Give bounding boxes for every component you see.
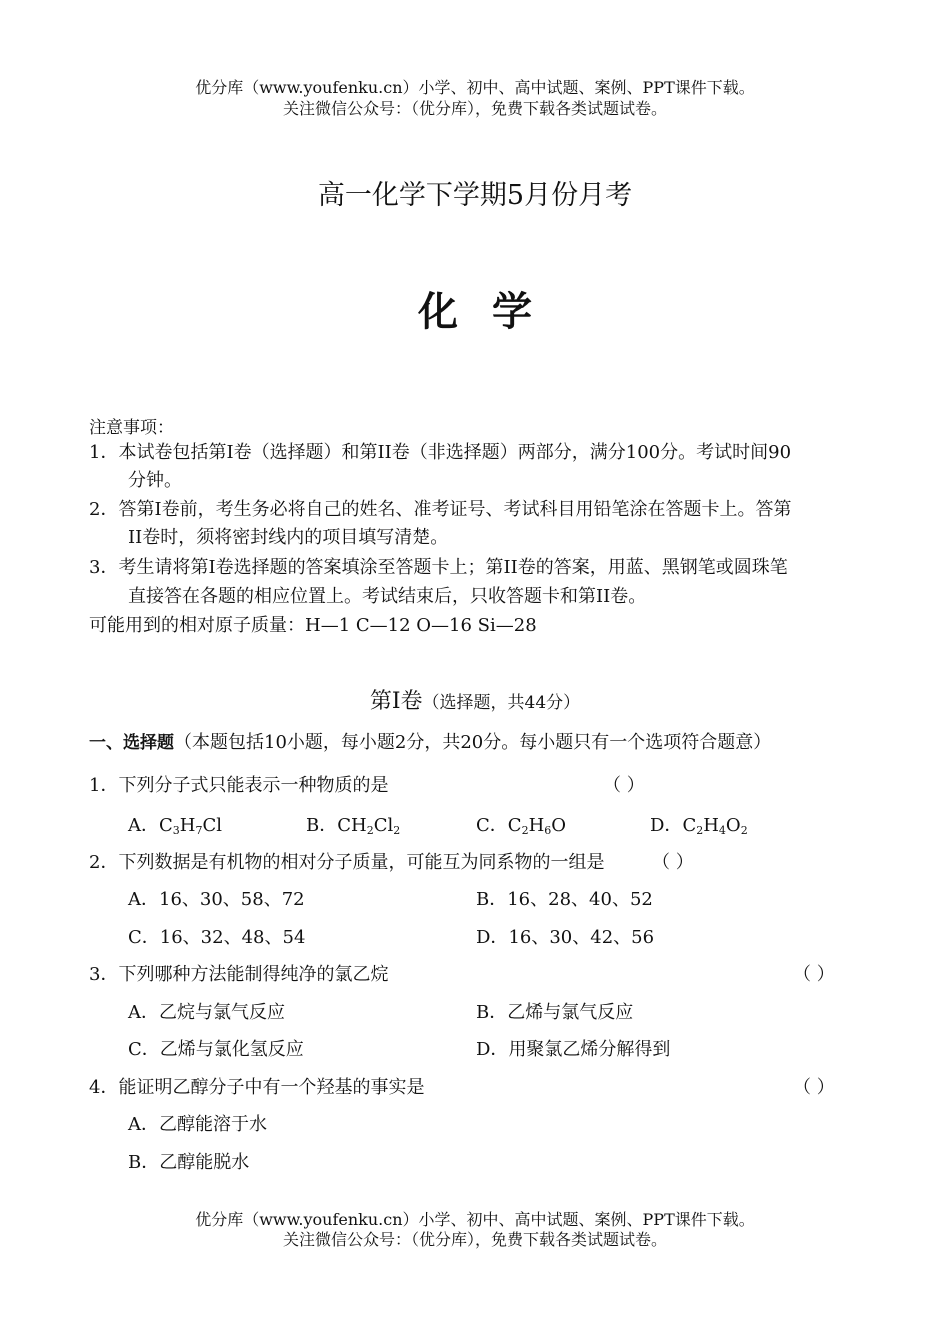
formula-element: O <box>551 815 567 836</box>
option-label: A． <box>128 1114 159 1135</box>
option-text: 16、30、58、72 <box>159 889 305 910</box>
option-label: B． <box>476 1002 508 1023</box>
section-title-note: （选择题，共44分） <box>422 693 581 713</box>
section-title-main: 第Ⅰ卷 <box>369 689 423 714</box>
question-2-option-b <box>476 888 653 912</box>
option-text: 乙醇能溶于水 <box>159 1114 267 1135</box>
question-number: 1． <box>89 775 119 796</box>
notice-item-3 <box>89 556 788 580</box>
question-3-stem <box>89 963 388 987</box>
question-number: 2． <box>89 852 119 873</box>
notice-item-1 <box>89 441 791 465</box>
option-label: B． <box>476 889 508 910</box>
option-text: 乙烯与氯气反应 <box>507 1002 634 1023</box>
option-label: C． <box>476 815 508 836</box>
formula-subscript: 6 <box>544 824 552 837</box>
formula-subscript: 2 <box>696 824 704 837</box>
question-1-option-d <box>650 814 748 838</box>
formula-subscript: 2 <box>393 824 401 837</box>
part-description: （本题包括10小题，每小题2分，共20分。每小题只有一个选项符合题意） <box>174 732 772 753</box>
answer-bracket: （ ） <box>652 852 694 873</box>
option-text: 乙烷与氯气反应 <box>159 1002 285 1023</box>
formula-subscript: 2 <box>366 824 374 837</box>
atomic-mass-line: 可能用到的相对原子质量：H—1 C—12 O—16 Si—28 <box>89 615 537 636</box>
option-label: D． <box>476 927 509 948</box>
notice-item-number: 1． <box>89 442 119 463</box>
formula-element: C <box>159 815 173 836</box>
formula-subscript: 7 <box>195 824 203 837</box>
notice-item-number: 2． <box>89 499 119 520</box>
answer-bracket: （ ） <box>793 964 835 985</box>
formula-subscript: 2 <box>740 824 748 837</box>
notice-heading: 注意事项： <box>89 418 174 438</box>
notice-item-2-cont: II卷时，须将密封线内的项目填写清楚。 <box>128 527 449 548</box>
question-1-option-a <box>128 814 222 838</box>
section-1-title <box>0 684 950 715</box>
option-label: C． <box>128 927 160 948</box>
formula-subscript: 2 <box>521 824 529 837</box>
option-label: B． <box>306 815 338 836</box>
formula-element: CH <box>337 815 367 836</box>
formula-subscript: 3 <box>172 824 180 837</box>
notice-item-text: 本试卷包括第Ⅰ卷（选择题）和第II卷（非选择题）两部分，满分100分。考试时间90 <box>118 442 792 463</box>
question-2-option-a <box>128 888 305 912</box>
option-text: 16、28、40、52 <box>507 889 653 910</box>
notice-item-2 <box>89 498 792 522</box>
exam-title: 化学 <box>418 288 566 335</box>
question-3-option-b <box>476 1001 633 1025</box>
option-label: D． <box>650 815 683 836</box>
option-label: A． <box>128 1002 159 1023</box>
question-text: 下列哪种方法能制得纯净的氯乙烷 <box>118 964 389 985</box>
notice-item-3-cont: 直接答在各题的相应位置上。考试结束后，只收答题卡和第II卷。 <box>128 586 647 607</box>
formula-element: C <box>682 815 697 836</box>
question-text: 下列数据是有机物的相对分子质量，可能互为同系物的一组是 <box>118 852 605 873</box>
part-label: 一、选择题 <box>89 733 174 753</box>
question-1-stem <box>89 774 388 798</box>
question-4-stem <box>89 1076 424 1100</box>
notice-item-text: 考生请将第Ⅰ卷选择题的答案填涂至答题卡上；第II卷的答案，用蓝、黑钢笔或圆珠笔 <box>118 557 788 578</box>
question-1-option-b <box>306 814 400 838</box>
question-text: 下列分子式只能表示一种物质的是 <box>118 775 389 796</box>
formula-element: Cl <box>373 815 394 836</box>
footer-line-1: 优分库（www.youfenku.cn）小学、初中、高中试题、案例、PPT课件下载。 <box>195 1210 755 1229</box>
option-label: A． <box>128 889 159 910</box>
option-label: C． <box>128 1039 160 1060</box>
question-3-option-c <box>128 1038 304 1062</box>
question-3-option-a <box>128 1001 285 1025</box>
formula-subscript: 4 <box>718 824 726 837</box>
formula-element: Cl <box>202 815 223 836</box>
question-2-option-c <box>128 926 305 950</box>
formula-element: H <box>703 815 719 836</box>
formula-element: H <box>179 815 196 836</box>
question-text: 能证明乙醇分子中有一个羟基的事实是 <box>118 1077 425 1098</box>
option-text: 乙烯与氯化氢反应 <box>159 1039 304 1060</box>
option-text: 用聚氯乙烯分解得到 <box>508 1039 671 1060</box>
exam-subtitle: 高一化学下学期5月份月考 <box>317 180 633 211</box>
question-4-option-a <box>128 1113 267 1137</box>
option-label: B． <box>128 1152 160 1173</box>
option-text: 乙醇能脱水 <box>159 1152 250 1173</box>
answer-bracket: （ ） <box>603 775 645 796</box>
answer-bracket: （ ） <box>793 1077 835 1098</box>
footer-line-2: 关注微信公众号：（优分库），免费下载各类试题试卷。 <box>282 1230 667 1249</box>
option-text: 16、32、48、54 <box>159 927 306 948</box>
question-number: 4． <box>89 1077 119 1098</box>
notice-item-1-cont: 分钟。 <box>128 470 182 491</box>
question-number: 3． <box>89 964 119 985</box>
formula-element: O <box>725 815 741 836</box>
header-line-2: 关注微信公众号：（优分库），免费下载各类试题试卷。 <box>282 99 667 118</box>
question-3-option-d <box>476 1038 670 1062</box>
formula-element: C <box>507 815 522 836</box>
question-2-option-d <box>476 926 654 950</box>
part-1-heading <box>89 728 771 754</box>
notice-item-text: 答第Ⅰ卷前，考生务必将自己的姓名、准考证号、考试科目用铅笔涂在答题卡上。答第 <box>118 499 792 520</box>
option-label: D． <box>476 1039 509 1060</box>
formula-element: H <box>528 815 545 836</box>
option-text: 16、30、42、56 <box>508 927 655 948</box>
question-2-stem <box>89 851 604 875</box>
question-1-option-c <box>476 814 566 838</box>
notice-item-number: 3． <box>89 557 119 578</box>
question-4-option-b <box>128 1151 249 1175</box>
option-label: A． <box>128 815 159 836</box>
header-line-1: 优分库（www.youfenku.cn）小学、初中、高中试题、案例、PPT课件下载。 <box>195 78 755 97</box>
